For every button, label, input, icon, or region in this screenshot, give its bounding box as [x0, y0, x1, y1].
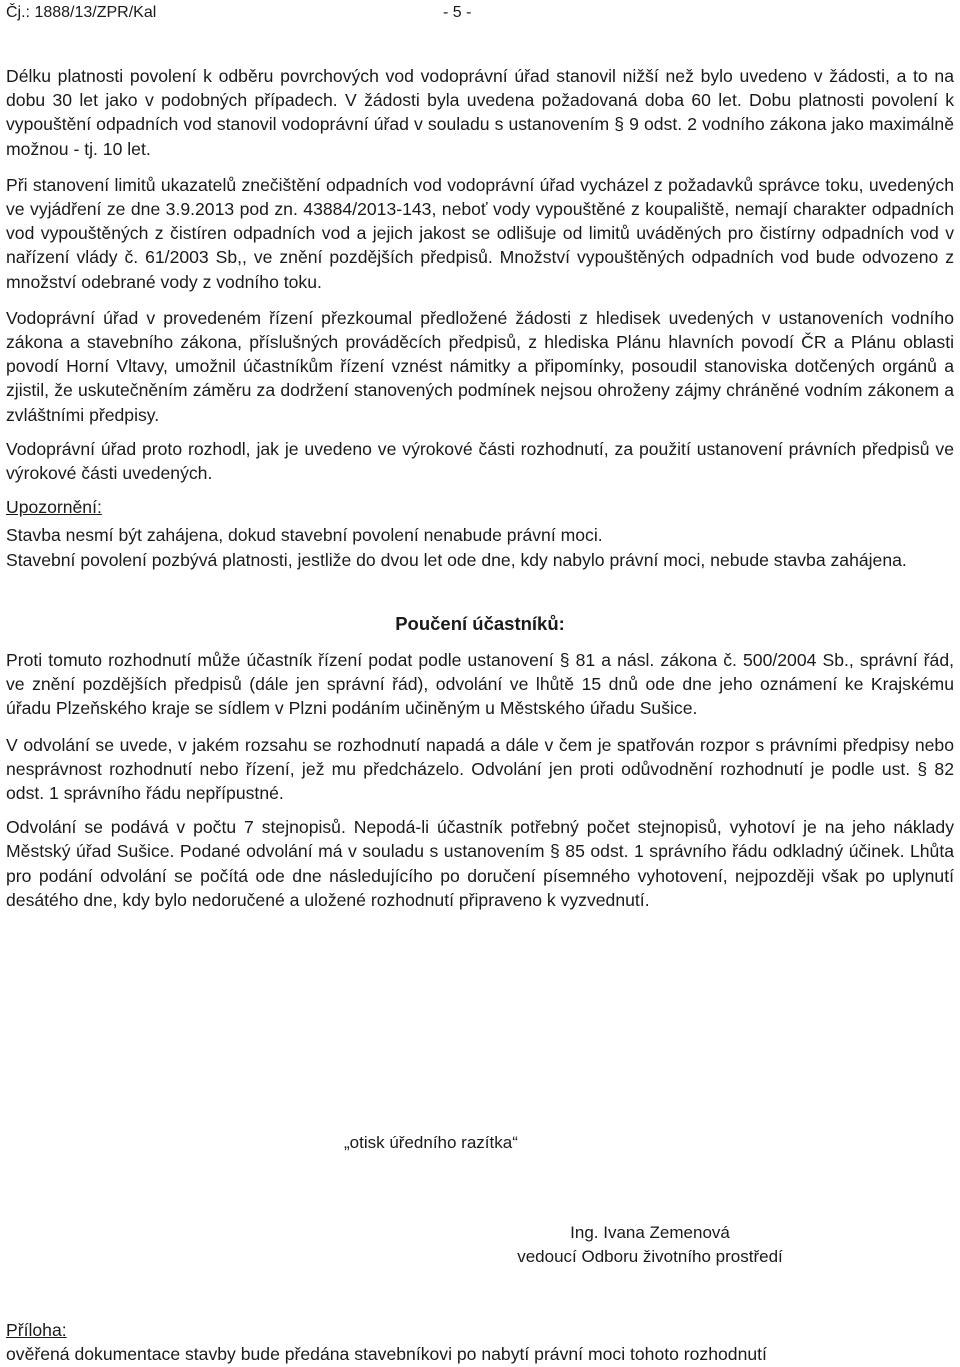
page-header: [6, 0, 946, 26]
paragraph-limits: Při stanovení limitů ukazatelů znečištění odpadních vod vodoprávní úřad vycházel z požadavků správce toku, uvedených ve vyjádření ze dne 3.9.2013 pod zn. 43884/2013-143, neboť vody vypouštěné z koupaliště, nemají charakter odpadních vod vypouštěných z čistíren odpadních vod a jejich jakost se odlišuje od limitů uváděných pro čistírny odpadních vod v nařízení vlády č. 61/2003 Sb,, ve znění pozdějších předpisů. Množství vypouštěných odpadních vod bude odvozeno z množství odebrané vody z vodního toku.: [6, 174, 954, 292]
attachment-text: ověřená dokumentace stavby bude předána stavebníkovi po nabytí právní moci tohoto rozhodnutí: [6, 1344, 767, 1364]
instruction-paragraph-1: Proti tomuto rozhodnutí může účastník řízení podat podle ustanovení § 81 a násl. zákona č. 500/2004 Sb., správní řád, ve znění pozdějších předpisů (dále jen správní řád), odvolání ve lhůtě 15 dnů ode dne jeho oznámení ke Krajskému úřadu Plzeňského kraje se sídlem v Plzni podáním učiněným u Městského úřadu Sušice.: [6, 650, 954, 719]
paragraph-decision: Vodoprávní úřad proto rozhodl, jak je uvedeno ve výrokové části rozhodnutí, za použití ustanovení právních předpisů ve výrokové části uvedených.: [6, 438, 954, 484]
page-number: - 5 -: [443, 4, 472, 21]
instruction-paragraph-3: Odvolání se podává v počtu 7 stejnopisů. Nepodá-li účastník potřebný počet stejnopisů, vyhotoví je na jeho náklady Městský úřad Sušice. Podané odvolání má v souladu s ustanovením § 85 odst. 1 správního řádu odkladný účinek. Lhůta pro podání odvolání se počítá ode dne následujícího po doručení písemného vyhotovení, nejpozději však po uplynutí desátého dne, kdy bylo nedoručené a uložené rozhodnutí připraveno k vyzvednutí.: [6, 817, 954, 910]
signatory-name: Ing. Ivana Zemenová: [570, 1223, 730, 1242]
attachment-block: [6, 1318, 954, 1366]
notice-label: Upozornění:: [6, 497, 102, 518]
paragraph-review: Vodoprávní úřad v provedeném řízení přezkoumal předložené žádosti z hledisek uvedených v ustanoveních vodního zákona a stavebního zákona, příslušných prováděcích předpisů, z hlediska Plánu hlavních povodí ČR a Plánu oblasti povodí Horní Vltavy, umožnil účastníkům řízení vznést námitky a připomínky, posoudil stanoviska dotčených orgánů a zjistil, že uskutečněním záměru za dodržení stanovených podmínek nejsou ohroženy zájmy chráněné vodním zákonem a zvláštními předpisy.: [6, 307, 954, 425]
paragraph-validity: Délku platnosti povolení k odběru povrchových vod vodoprávní úřad stanovil nižší než bylo uvedeno v žádosti, a to na dobu 30 let jako v podobných případech. V žádosti byla uvedena požadovaná doba 60 let. Dobu platnosti povolení k vypouštění odpadních vod stanovil vodoprávní úřad v souladu s ustanovením § 9 odst. 2 vodního zákona jako maximálně možnou - tj. 10 let.: [6, 66, 954, 159]
signatory-role: vedoucí Odboru životního prostředí: [517, 1247, 783, 1266]
signature-block: [420, 1221, 880, 1269]
attachment-label: Příloha:: [6, 1320, 67, 1340]
instruction-paragraph-2: V odvolání se uvede, v jakém rozsahu se rozhodnutí napadá a dále v čem je spatřován rozpor s právními předpisy nebo nesprávnost rozhodnutí nebo řízení, jež mu předcházelo. Odvolání jen proti odůvodnění rozhodnutí je podle ust. § 82 odst. 1 správního řádu nepřípustné.: [6, 734, 954, 804]
document-body: [6, 64, 954, 912]
instruction-title: Poučení účastníků:: [395, 612, 565, 634]
notice-line-2: Stavební povolení pozbývá platnosti, jestliže do dvou let ode dne, kdy nabylo právní moci, nebude stavba zahájena.: [6, 549, 907, 570]
notice-line-1: Stavba nesmí být zahájena, dokud stavební povolení nenabude právní moci.: [6, 525, 603, 546]
reference-number: Čj.: 1888/13/ZPR/Kal: [6, 4, 157, 21]
official-stamp-placeholder: „otisk úředního razítka“: [344, 1133, 518, 1152]
